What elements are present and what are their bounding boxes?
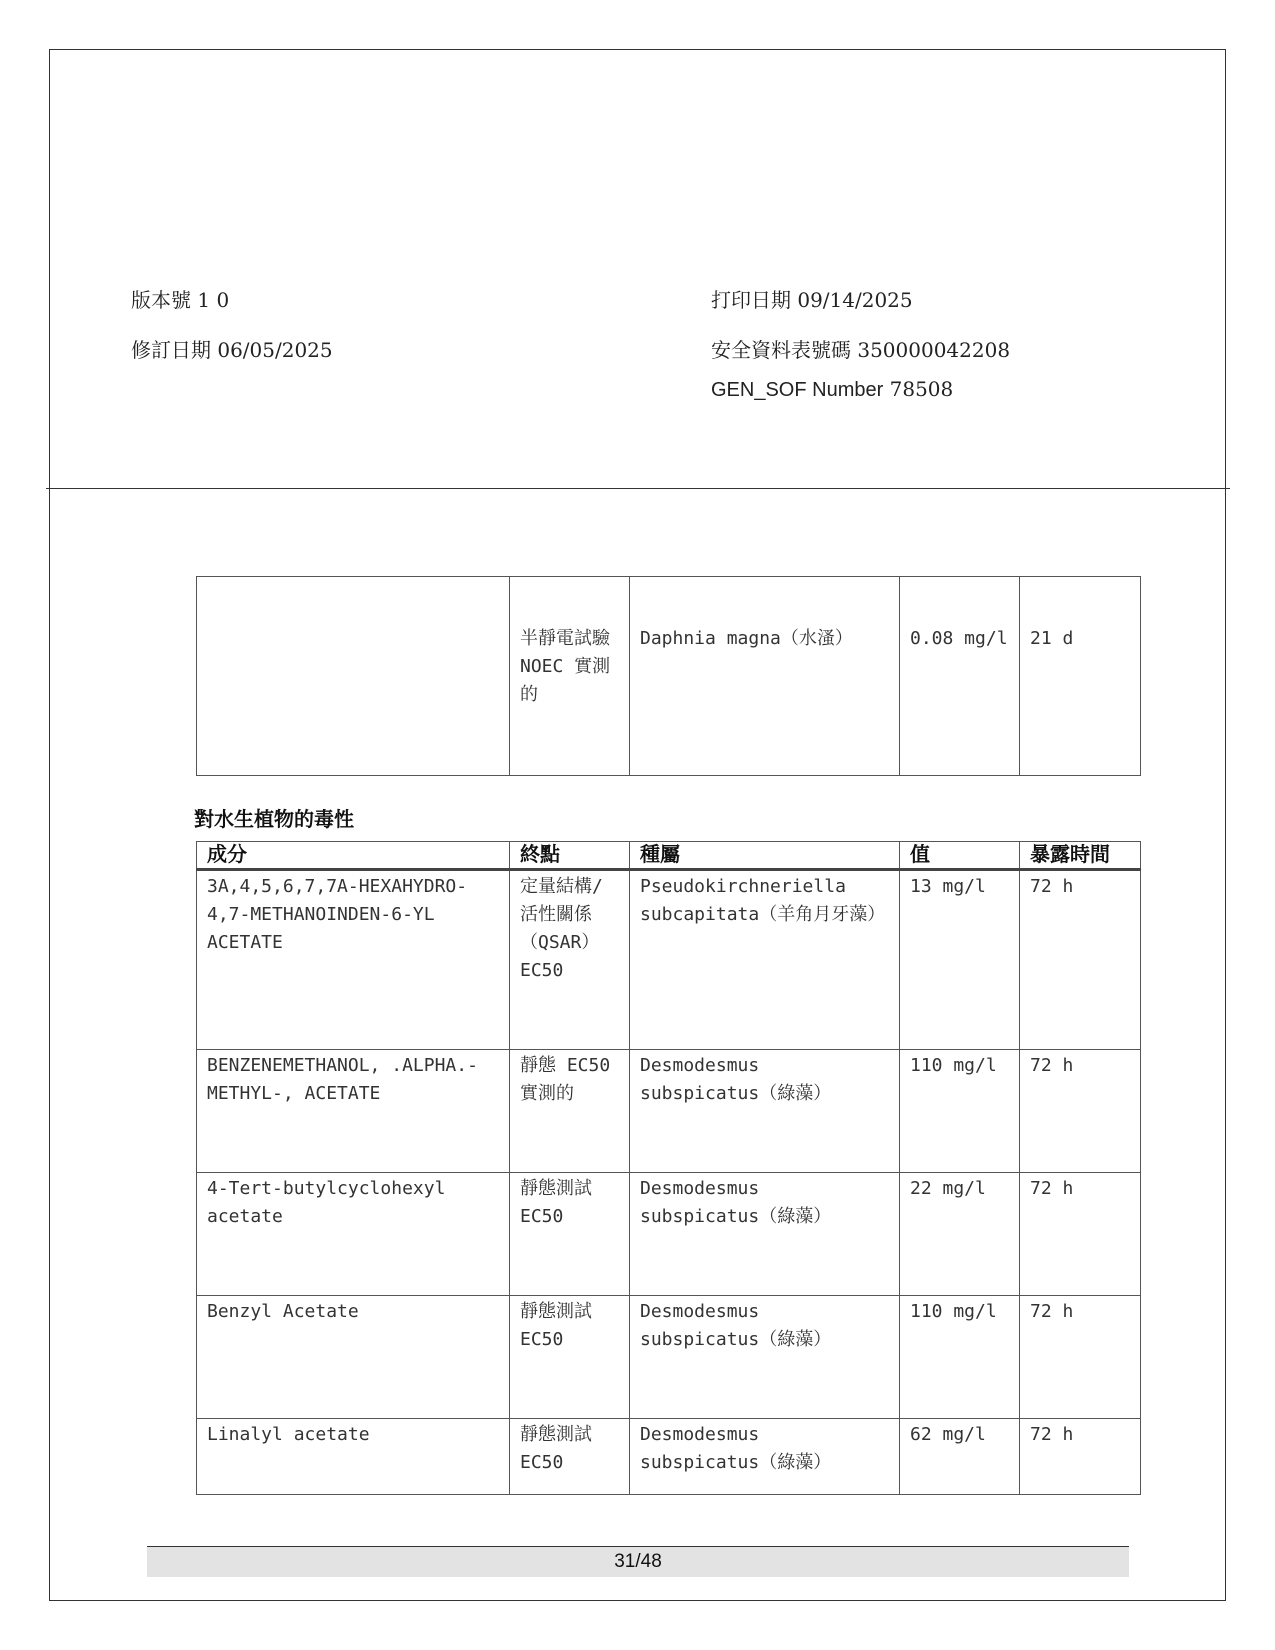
aquatic-plant-toxicity-table: [196, 841, 1141, 1495]
exposure-cell: 72 h: [1020, 1173, 1141, 1296]
ingredient-cell: Linalyl acetate: [197, 1419, 510, 1495]
exposure-cell: 72 h: [1020, 1419, 1141, 1495]
table-row: [197, 1419, 1141, 1495]
value-cell: 22 mg/l: [900, 1173, 1020, 1296]
ingredient-cell: 4-Tert-butylcyclohexyl acetate: [197, 1173, 510, 1296]
revision-date: 修訂日期 06/05/2025: [131, 338, 333, 362]
ingredient-cell: BENZENEMETHANOL, .ALPHA.-METHYL-, ACETATE: [197, 1050, 510, 1173]
exposure-cell: 72 h: [1020, 1050, 1141, 1173]
endpoint-cell: 靜態測試 EC50: [510, 1419, 630, 1495]
endpoint-cell: 靜態 EC50 實測的: [510, 1050, 630, 1173]
section-title-aquatic-plants: 對水生植物的毒性: [194, 809, 354, 831]
print-date: 打印日期 09/14/2025: [711, 288, 913, 312]
exposure-cell: 72 h: [1020, 870, 1141, 1050]
header-value: 值: [900, 842, 1020, 870]
species-cell: Daphnia magna（水溞）: [630, 577, 900, 776]
header-exposure: 暴露時間: [1020, 842, 1141, 870]
table-row: [197, 870, 1141, 1050]
header-species: 種屬: [630, 842, 900, 870]
page-number: 31/48: [614, 1551, 662, 1572]
value-cell: 110 mg/l: [900, 1296, 1020, 1419]
sds-number: 安全資料表號碼 350000042208: [711, 338, 1011, 362]
species-cell: Desmodesmus subspicatus（綠藻）: [630, 1419, 900, 1495]
table-header-row: [197, 842, 1141, 870]
species-cell: Pseudokirchneriella subcapitata（羊角月牙藻）: [630, 870, 900, 1050]
endpoint-cell: 靜態測試 EC50: [510, 1296, 630, 1419]
species-cell: Desmodesmus subspicatus（綠藻）: [630, 1050, 900, 1173]
table-row: [197, 1296, 1141, 1419]
endpoint-cell: 定量結構/活性關係（QSAR） EC50: [510, 870, 630, 1050]
value-cell: 110 mg/l: [900, 1050, 1020, 1173]
table-row: [197, 577, 1141, 776]
gen-sof-number: [711, 377, 953, 402]
value-cell: 62 mg/l: [900, 1419, 1020, 1495]
header-ingredient: 成分: [197, 842, 510, 870]
species-cell: Desmodesmus subspicatus（綠藻）: [630, 1173, 900, 1296]
header-divider: [46, 488, 1230, 489]
header-endpoint: 終點: [510, 842, 630, 870]
ingredient-cell: 3A,4,5,6,7,7A-HEXAHYDRO-4,7-METHANOINDEN-6-YL ACETATE: [197, 870, 510, 1050]
table-row: [197, 1173, 1141, 1296]
table-row: [197, 1050, 1141, 1173]
ingredient-cell: [197, 577, 510, 776]
exposure-cell: 21 d: [1020, 577, 1141, 776]
value-cell: 13 mg/l: [900, 870, 1020, 1050]
endpoint-cell: 半靜電試驗 NOEC 實測的: [510, 577, 630, 776]
continued-toxicity-table: [196, 576, 1141, 776]
endpoint-cell: 靜態測試 EC50: [510, 1173, 630, 1296]
exposure-cell: 72 h: [1020, 1296, 1141, 1419]
species-cell: Desmodesmus subspicatus（綠藻）: [630, 1296, 900, 1419]
gen-sof-value: 78508: [889, 377, 954, 401]
gen-sof-label: GEN_SOF Number: [711, 379, 884, 401]
value-cell: 0.08 mg/l: [900, 577, 1020, 776]
ingredient-cell: Benzyl Acetate: [197, 1296, 510, 1419]
page-footer: [147, 1546, 1129, 1577]
version-number: 版本號 1 0: [131, 288, 230, 312]
